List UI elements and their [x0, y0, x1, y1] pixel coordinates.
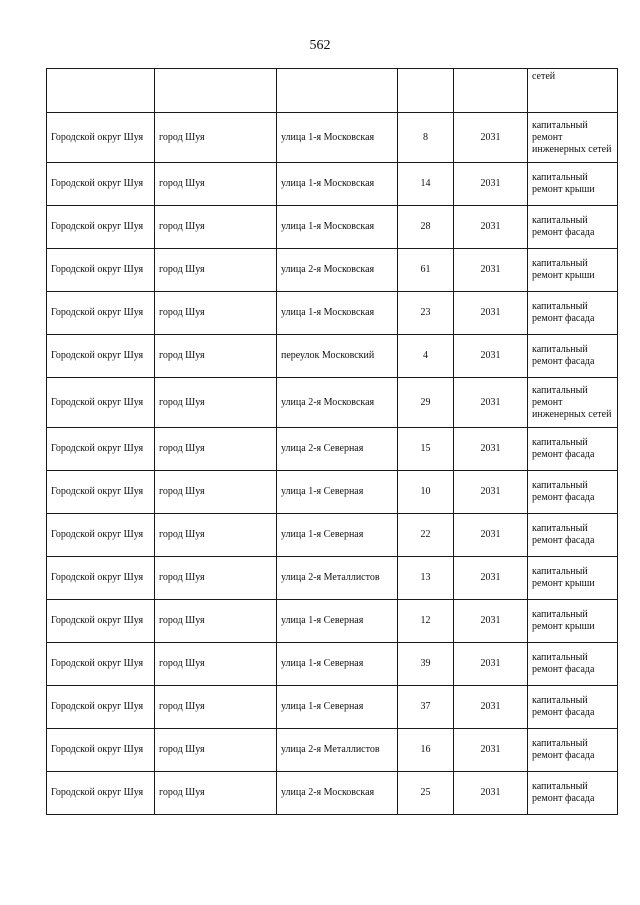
cell-street: улица 1-я Северная: [277, 686, 398, 729]
cell-okrug: Городской округ Шуя: [47, 206, 155, 249]
cell-year: 2031: [454, 514, 528, 557]
cell-street: улица 1-я Северная: [277, 471, 398, 514]
cell-work: капитальный ремонт крыши: [528, 249, 618, 292]
cell-work: капитальный ремонт фасада: [528, 686, 618, 729]
cell-house: 22: [398, 514, 454, 557]
cell-city: город Шуя: [155, 163, 277, 206]
cell-street: улица 1-я Московская: [277, 292, 398, 335]
table-row: [47, 729, 618, 772]
cell-house: 15: [398, 428, 454, 471]
table-row: [47, 643, 618, 686]
cell-year: 2031: [454, 686, 528, 729]
cell-city: город Шуя: [155, 643, 277, 686]
cell-city: город Шуя: [155, 249, 277, 292]
cell-street: улица 1-я Северная: [277, 643, 398, 686]
cell-city: город Шуя: [155, 600, 277, 643]
cell-street: улица 2-я Московская: [277, 249, 398, 292]
cell-street: улица 1-я Московская: [277, 113, 398, 163]
cell-okrug: Городской округ Шуя: [47, 514, 155, 557]
cell-year: 2031: [454, 772, 528, 815]
cell-city: город Шуя: [155, 113, 277, 163]
cell-work: капитальный ремонт фасада: [528, 292, 618, 335]
cell-year: 2031: [454, 471, 528, 514]
cell-city: город Шуя: [155, 557, 277, 600]
table-row: [47, 514, 618, 557]
cell-okrug: Городской округ Шуя: [47, 686, 155, 729]
cell-okrug: Городской округ Шуя: [47, 378, 155, 428]
cell-work: капитальный ремонт фасада: [528, 643, 618, 686]
cell-work: капитальный ремонт фасада: [528, 335, 618, 378]
cell-house: 4: [398, 335, 454, 378]
cell-city: город Шуя: [155, 729, 277, 772]
table-row: [47, 686, 618, 729]
cell-house: [398, 69, 454, 113]
cell-okrug: Городской округ Шуя: [47, 471, 155, 514]
cell-work: капитальный ремонт фасада: [528, 772, 618, 815]
cell-okrug: Городской округ Шуя: [47, 772, 155, 815]
cell-city: город Шуя: [155, 514, 277, 557]
cell-okrug: Городской округ Шуя: [47, 113, 155, 163]
cell-street: улица 1-я Северная: [277, 514, 398, 557]
cell-work: капитальный ремонт инженерных сетей: [528, 378, 618, 428]
cell-work: капитальный ремонт крыши: [528, 557, 618, 600]
cell-okrug: Городской округ Шуя: [47, 292, 155, 335]
cell-okrug: Городской округ Шуя: [47, 729, 155, 772]
table-row-continued: [47, 69, 618, 113]
cell-house: 8: [398, 113, 454, 163]
cell-okrug: Городской округ Шуя: [47, 163, 155, 206]
cell-house: 12: [398, 600, 454, 643]
cell-year: 2031: [454, 163, 528, 206]
cell-house: 13: [398, 557, 454, 600]
table-row: [47, 772, 618, 815]
cell-street: [277, 69, 398, 113]
table-row: [47, 113, 618, 163]
cell-okrug: Городской округ Шуя: [47, 249, 155, 292]
cell-street: улица 2-я Московская: [277, 772, 398, 815]
cell-house: 14: [398, 163, 454, 206]
table-row: [47, 163, 618, 206]
cell-work: капитальный ремонт фасада: [528, 514, 618, 557]
table-row: [47, 600, 618, 643]
cell-city: город Шуя: [155, 335, 277, 378]
table-row: [47, 378, 618, 428]
cell-work: капитальный ремонт крыши: [528, 600, 618, 643]
cell-work: капитальный ремонт фасада: [528, 206, 618, 249]
cell-street: улица 2-я Северная: [277, 428, 398, 471]
cell-year: 2031: [454, 643, 528, 686]
page-number: 562: [309, 38, 331, 53]
cell-okrug: Городской округ Шуя: [47, 557, 155, 600]
cell-street: улица 2-я Металлистов: [277, 729, 398, 772]
cell-okrug: [47, 69, 155, 113]
repair-schedule-table: [46, 68, 618, 815]
table-row: [47, 557, 618, 600]
cell-house: 16: [398, 729, 454, 772]
cell-okrug: Городской округ Шуя: [47, 335, 155, 378]
cell-city: город Шуя: [155, 686, 277, 729]
cell-work: капитальный ремонт фасада: [528, 471, 618, 514]
cell-year: 2031: [454, 600, 528, 643]
cell-year: 2031: [454, 113, 528, 163]
table-row: [47, 206, 618, 249]
cell-work: капитальный ремонт крыши: [528, 163, 618, 206]
cell-city: [155, 69, 277, 113]
cell-house: 37: [398, 686, 454, 729]
cell-street: улица 1-я Московская: [277, 163, 398, 206]
cell-year: 2031: [454, 557, 528, 600]
table-row: [47, 335, 618, 378]
cell-house: 39: [398, 643, 454, 686]
cell-year: 2031: [454, 335, 528, 378]
cell-street: переулок Московский: [277, 335, 398, 378]
cell-city: город Шуя: [155, 471, 277, 514]
cell-work: капитальный ремонт фасада: [528, 729, 618, 772]
cell-house: 23: [398, 292, 454, 335]
cell-year: 2031: [454, 428, 528, 471]
cell-year: 2031: [454, 729, 528, 772]
cell-city: город Шуя: [155, 772, 277, 815]
cell-city: город Шуя: [155, 206, 277, 249]
cell-okrug: Городской округ Шуя: [47, 600, 155, 643]
cell-year: 2031: [454, 292, 528, 335]
table-row: [47, 471, 618, 514]
cell-street: улица 2-я Металлистов: [277, 557, 398, 600]
cell-street: улица 2-я Московская: [277, 378, 398, 428]
cell-city: город Шуя: [155, 428, 277, 471]
cell-house: 29: [398, 378, 454, 428]
cell-okrug: Городской округ Шуя: [47, 428, 155, 471]
cell-street: улица 1-я Московская: [277, 206, 398, 249]
cell-house: 10: [398, 471, 454, 514]
table-row: [47, 249, 618, 292]
cell-city: город Шуя: [155, 292, 277, 335]
cell-work: капитальный ремонт инженерных сетей: [528, 113, 618, 163]
cell-work: капитальный ремонт фасада: [528, 428, 618, 471]
cell-year: 2031: [454, 249, 528, 292]
cell-okrug: Городской округ Шуя: [47, 643, 155, 686]
cell-year: 2031: [454, 206, 528, 249]
cell-year: 2031: [454, 378, 528, 428]
cell-house: 28: [398, 206, 454, 249]
cell-house: 25: [398, 772, 454, 815]
table-body: [47, 69, 618, 815]
cell-street: улица 1-я Северная: [277, 600, 398, 643]
table-row: [47, 428, 618, 471]
table-row: [47, 292, 618, 335]
cell-year: [454, 69, 528, 113]
cell-city: город Шуя: [155, 378, 277, 428]
cell-work: сетей: [528, 69, 618, 113]
cell-house: 61: [398, 249, 454, 292]
